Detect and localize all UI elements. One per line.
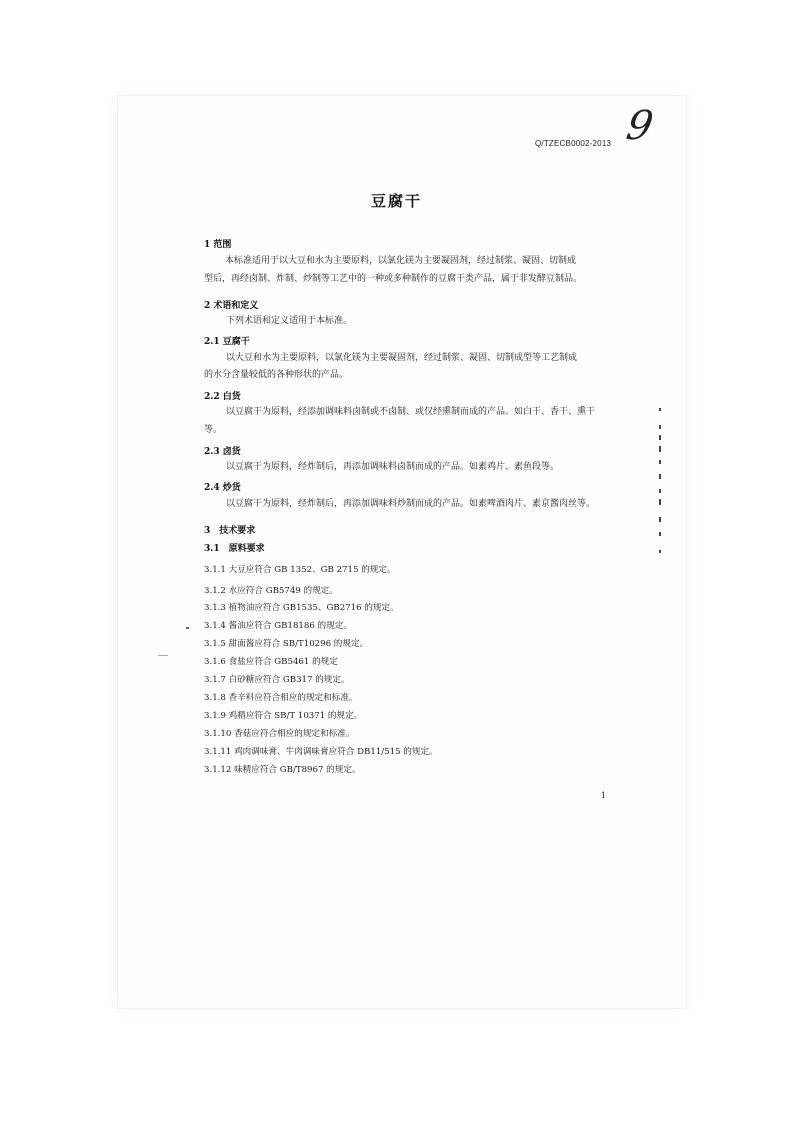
section-2-1-heading: 2.1 豆腐干 (204, 337, 250, 347)
section-2-1-line-2: 的水分含量较低的各种形状的产品。 (204, 370, 349, 380)
section-2-4-line-1: 以豆腐干为原料，经炸制后，再添加调味料炒制而成的产品。如素啤酒肉片、素京酱肉丝等。 (226, 499, 596, 509)
section-2-3-heading: 2.3 卤货 (204, 447, 241, 457)
requirement-item: 3.1.2 水应符合 GB5749 的规定。 (204, 586, 338, 596)
section-2-3-line-1: 以豆腐干为原料，经炸制后，再添加调味料卤制而成的产品。如素鸡片、素鱼段等。 (226, 462, 560, 472)
scan-mark (158, 655, 168, 656)
page-number: 1 (601, 791, 607, 800)
section-3-1-heading: 3.1 原料要求 (204, 544, 265, 554)
section-1-line-1: 本标准适用于以大豆和水为主要原料，以氯化镁为主要凝固剂，经过制浆、凝固、切制成 (225, 256, 577, 266)
section-2-2-line-1: 以豆腐干为原料，经添加调味料卤制或不卤制、或仅经熏制而成的产品。如白干、香干、熏干 (226, 407, 596, 417)
section-1-heading: 1 范围 (204, 240, 232, 250)
requirement-item: 3.1.7 白砂糖应符合 GB317 的规定。 (204, 675, 350, 685)
document-title: 豆腐干 (370, 192, 422, 210)
section-2-2-heading: 2.2 白货 (204, 392, 241, 402)
section-2-2-line-2: 等。 (204, 425, 223, 435)
requirement-item: 3.1.9 鸡精应符合 SB/T 10371 的规定。 (204, 711, 363, 721)
requirement-item: 3.1.5 甜面酱应符合 SB/T10296 的规定。 (204, 639, 369, 649)
requirement-item: 3.1.3 植物油应符合 GB1535、GB2716 的规定。 (204, 603, 399, 613)
requirement-item: 3.1.8 香辛料应符合相应的规定和标准。 (204, 693, 358, 703)
document-number: Q/TZECB0002-2013 (535, 139, 612, 148)
binding-edge-marks (657, 408, 663, 560)
handwritten-page-number: 9 (622, 103, 657, 149)
requirement-item: 3.1.12 味精应符合 GB/T8967 的规定。 (204, 765, 361, 775)
section-2-heading: 2 术语和定义 (204, 301, 259, 311)
section-3-heading: 3 技术要求 (204, 526, 256, 536)
section-2-4-heading: 2.4 炒货 (204, 483, 241, 493)
section-2-1-line-1: 以大豆和水为主要原料，以氯化镁为主要凝固剂，经过制浆、凝固、切制成型等工艺制成 (226, 353, 578, 363)
requirement-item: 3.1.6 食盐应符合 GB5461 的规定 (204, 657, 338, 667)
section-2-intro: 下列术语和定义适用于本标准。 (226, 316, 353, 326)
scan-mark (186, 627, 189, 629)
requirement-item: 3.1.11 鸡肉调味膏、牛肉调味膏应符合 DB11/515 的规定。 (204, 747, 438, 757)
section-1-line-2: 型后，再经卤制、炸制、炒制等工艺中的一种或多种制作的豆腐干类产品，属于非发酵豆制品。 (204, 274, 583, 284)
requirement-item: 3.1.10 香菇应符合相应的规定和标准。 (204, 729, 355, 739)
requirement-item: 3.1.1 大豆应符合 GB 1352、GB 2715 的规定。 (204, 565, 396, 575)
requirement-item: 3.1.4 酱油应符合 GB18186 的规定。 (204, 621, 352, 631)
